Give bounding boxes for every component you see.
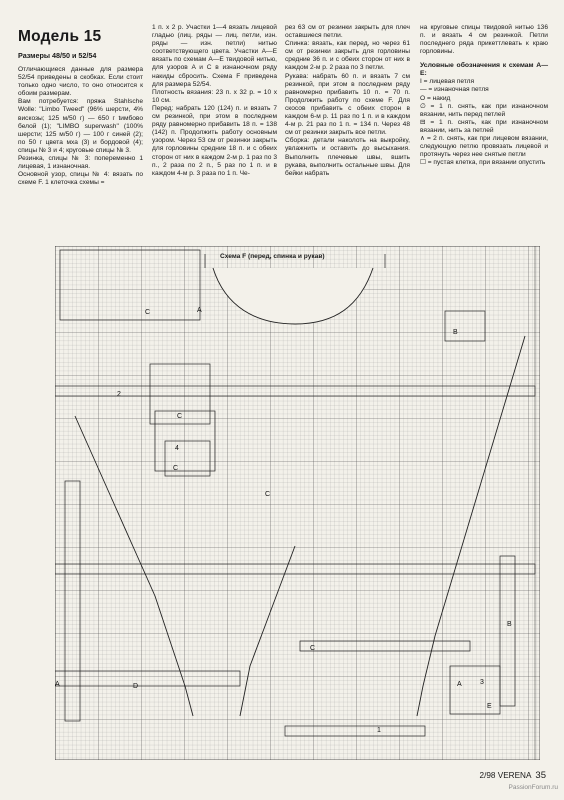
sizes-heading: Размеры 48/50 и 52/54: [18, 51, 97, 60]
paragraph: Вам потребуется: пряжа Stahlsche Wolle: "Limbo Tweed" (96% шерсти, 4% вискозы; 125 м/50 г) — 650 г tимбово белой (1); "LIMBO superwash" (100% шерсти; 125 м/50 г) — 100 г синей (2); по 50 г цвета мха (3) и бордовой (4); спицы № 3 и 4; круговые спицы № 3.: [18, 98, 143, 154]
text-column-2: [152, 24, 277, 178]
label-a: A: [55, 681, 60, 688]
text-column-1: [18, 66, 143, 187]
label-3: 3: [480, 679, 484, 686]
paragraph: Спинка: вязать, как перед, но через 61 см от резинки закрыть для горловины средние 36 п. и с обеих сторон от них в каждом 2-м р. 2 раза по 3 петли.: [285, 40, 410, 72]
legend-item: O = накид: [420, 94, 451, 102]
paragraph: Плотность вязания: 23 п. х 32 р. = 10 х 10 см.: [152, 88, 277, 104]
chart-title: Схема F (перед, спинка и рукав): [220, 253, 325, 260]
paragraph: рез 63 см от резинки закрыть для плеч оставшиеся петли.: [285, 24, 410, 40]
label-1: 1: [377, 727, 381, 734]
paragraph: на круговые спицы твидовой нитью 136 п. и вязать 4 см резинкой. Петли последнего ряда прикеттлевать к краю горловины.: [420, 24, 548, 56]
legend-title: Условные обозначения к схемам A—E:: [420, 62, 548, 78]
label-d: D: [133, 683, 139, 690]
legend-item: ☐ = пустая клетка, при вязании опустить: [420, 159, 546, 167]
label-c: C: [145, 309, 151, 316]
label-b: B: [507, 621, 512, 628]
page-number: 35: [535, 770, 546, 781]
paragraph: Сборка: детали наколоть на выкройку, увлажнить и оставить до высыхания. Выполнить плечевые швы, вшить рукава, выполнить остальные швы. Для бейки набрать: [285, 137, 410, 177]
watermark: PassionForum.ru: [508, 784, 558, 791]
label-c: C: [177, 413, 183, 420]
page-footer: [480, 770, 546, 781]
label-c: C: [265, 491, 271, 498]
text-column-4: [420, 24, 548, 167]
paragraph: Рукава: набрать 60 п. и вязать 7 см резинкой, при этом в последнем ряду равномерно прибавить 10 п. = 70 п. Продолжить работу по схеме F. Для скосов прибавить с обеих сторон в каждом 6-м р. 11 раз по 1 п. и в каждом 4-м р. 21 раз по 1 п. = 134 п. Через 48 см от резинки закрыть все петли.: [285, 72, 410, 137]
knitting-chart-f: [55, 246, 540, 760]
legend-item: I = лицевая петля: [420, 78, 475, 86]
label-b: B: [453, 329, 458, 336]
paragraph: Основной узор, спицы № 4: вязать по схеме F. 1 клеточка схемы =: [18, 171, 143, 187]
legend-item: ∧ = 2 п. снять, как при лицевом вязании, следующую петлю провязать лицевой и протянуть через нее снятые петли: [420, 135, 548, 159]
label-4: 4: [175, 445, 179, 452]
label-a: A: [197, 307, 202, 314]
paragraph: 1 п. х 2 р. Участки 1—4 вязать лицевой гладью (лиц. ряды — лиц. петли, изн. ряды — изн. петли) нитью соответствующего цвета. Участки A—E вязать по схемам A—E твидовой нитью, для узоров A и C в изнаночном ряду накиды сбросить. Схема F приведена для размера 52/54.: [152, 24, 277, 88]
legend-item: — = изнаночная петля: [420, 86, 489, 94]
text-column-3: [285, 24, 410, 178]
model-title: Модель 15: [18, 28, 102, 45]
issue-label: 2/98 VERENA: [479, 771, 532, 780]
label-2: 2: [117, 391, 121, 398]
paragraph: Перед: набрать 120 (124) п. и вязать 7 см резинкой, при этом в последнем ряду равномерно прибавить 18 п. = 138 (142) п. Продолжить работу основным узором. Через 53 см от резинки закрыть для горловины средние 18 п. и с обеих сторон от них в каждом 2-м р. 1 раз по 3 п., 2 раза по 2 п., 5 раз по 1 п. и в каждом 4-м р. 3 раза по 1 п. Че-: [152, 104, 277, 177]
paragraph: Отличающиеся данные для размера 52/54 приведены в скобках. Если стоит только одно число, то оно относится к обоим размерам.: [18, 66, 143, 98]
paragraph: Резинка, спицы № 3: попеременно 1 лицевая, 1 изнаночная.: [18, 155, 143, 171]
label-c: C: [310, 645, 316, 652]
label-c: C: [173, 465, 179, 472]
legend-item: ⊟ = 1 п. снять, как при изнаночном вязании, нить за петлей: [420, 118, 548, 134]
label-a: A: [457, 681, 462, 688]
legend-item: ∅ = 1 п. снять, как при изнаночном вязании, нить перед петлей: [420, 102, 548, 118]
label-e: E: [487, 703, 492, 710]
